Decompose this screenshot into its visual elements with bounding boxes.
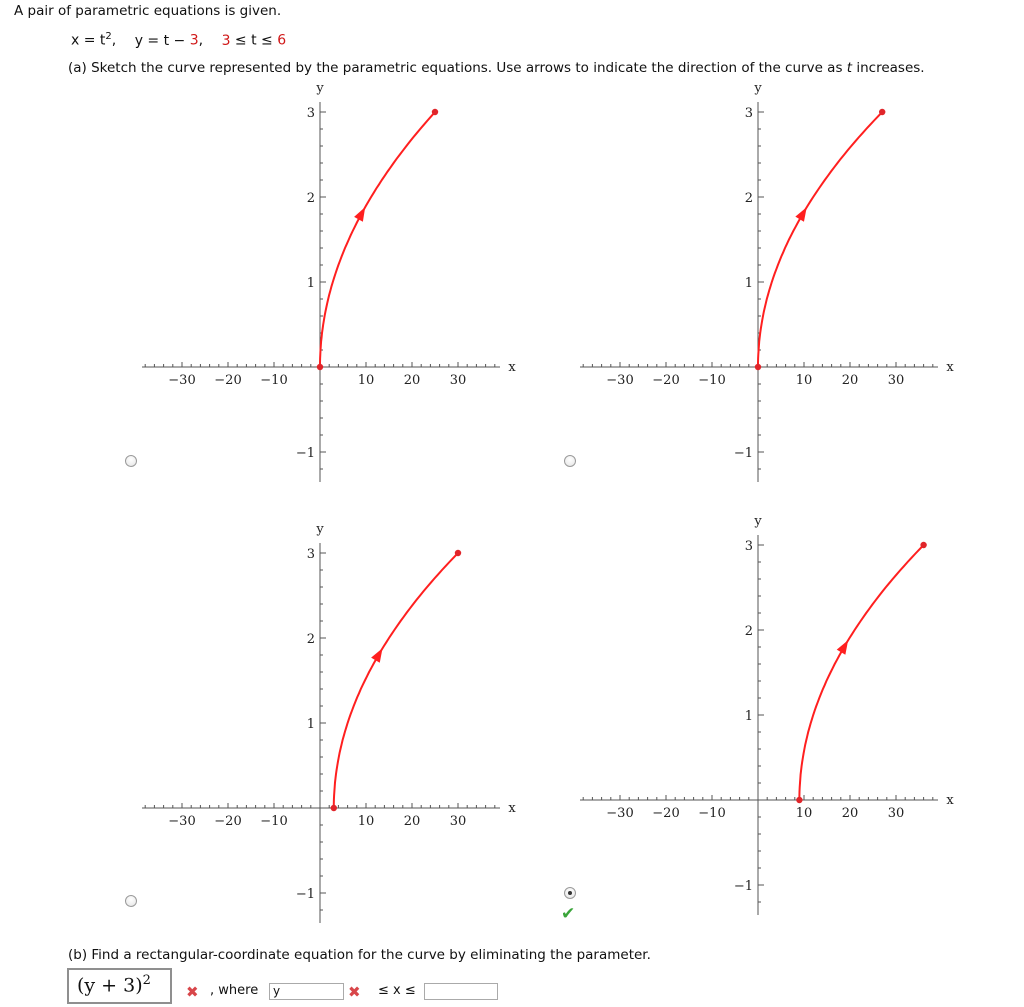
plot3-y-tick-label: −1 <box>295 887 315 902</box>
part-a-instructions <box>68 60 925 76</box>
plot4-direction-arrow <box>837 640 848 655</box>
plot1-start-point <box>317 364 323 370</box>
range-mid: ≤ t ≤ <box>230 32 278 49</box>
plot1-direction-arrow <box>354 207 365 222</box>
plot2-x-tick-label: −10 <box>698 373 726 388</box>
eq-y: y = t − <box>134 32 190 49</box>
plot2-start-point <box>755 364 761 370</box>
plot4-y-tick-label: 2 <box>744 624 753 639</box>
range-low: 3 <box>221 32 231 49</box>
plot4-y-tick-label: 1 <box>744 709 753 724</box>
wrong-mark-icon: ✖ <box>186 983 199 1001</box>
plot3-direction-arrow <box>371 648 382 663</box>
plot4-x-tick-label: 10 <box>795 806 813 821</box>
radio-option-1[interactable] <box>125 455 137 467</box>
correct-check-icon: ✔ <box>561 904 576 924</box>
answer-base: (y + 3) <box>77 974 143 997</box>
plot2-x-tick-label: 30 <box>887 373 905 388</box>
plot2-x-tick-label: −30 <box>606 373 634 388</box>
plot4-start-point <box>796 797 802 803</box>
eq-y-num: 3 <box>189 32 199 49</box>
plot2-curve <box>758 112 882 367</box>
plot2-x-axis-label: x <box>946 360 954 375</box>
plot1-y-tick-label: 1 <box>306 276 315 291</box>
parametric-equations <box>71 31 286 49</box>
plot1-x-tick-label: −30 <box>168 373 196 388</box>
plot1-x-axis-label: x <box>508 360 516 375</box>
plot2-y-tick-label: −1 <box>733 446 753 461</box>
plot1-y-tick-label: 2 <box>306 191 315 206</box>
plot2-x-tick-label: 20 <box>841 373 859 388</box>
plot4-y-tick-label: −1 <box>733 879 753 894</box>
eq-y-comma: , <box>198 32 204 49</box>
plot3-curve <box>334 553 458 808</box>
plot2-y-tick-label: 3 <box>744 106 753 121</box>
plot3-end-point <box>455 550 461 556</box>
plot1-curve <box>320 112 435 367</box>
plot4-x-tick-label: 30 <box>887 806 905 821</box>
plot3-x-tick-label: 10 <box>357 814 375 829</box>
plot3-x-axis-label: x <box>508 801 516 816</box>
plot2-x-tick-label: −20 <box>652 373 680 388</box>
part-a-suffix: increases. <box>852 60 925 76</box>
plot3-y-tick-label: 2 <box>306 632 315 647</box>
plot2-x-tick-label: 10 <box>795 373 813 388</box>
plot3-x-tick-label: 20 <box>403 814 421 829</box>
plot4-x-tick-label: 20 <box>841 806 859 821</box>
wrong-mark-lower-icon: ✖ <box>348 983 361 1001</box>
plot3-start-point <box>331 805 337 811</box>
plot1-x-tick-label: 10 <box>357 373 375 388</box>
intro-text: A pair of parametric equations is given. <box>14 3 282 19</box>
eq-x: x = t <box>71 32 106 49</box>
radio-option-2[interactable] <box>564 455 576 467</box>
plot2-direction-arrow <box>795 207 806 222</box>
plot4-x-axis-label: x <box>946 793 954 808</box>
plot1-y-tick-label: −1 <box>295 446 315 461</box>
plot4-y-tick-label: 3 <box>744 539 753 554</box>
plot1-x-tick-label: −10 <box>260 373 288 388</box>
part-a-var: t <box>846 60 853 76</box>
lower-bound-input[interactable]: y <box>269 983 344 1000</box>
plot3-x-tick-label: −30 <box>168 814 196 829</box>
plot2-y-tick-label: 1 <box>744 276 753 291</box>
plot4-x-tick-label: −30 <box>606 806 634 821</box>
part-b-prompt: (b) Find a rectangular-coordinate equation for the curve by eliminating the parameter. <box>68 947 651 963</box>
plot4-curve <box>799 545 923 800</box>
plot3-y-tick-label: 3 <box>306 547 315 562</box>
plot1-end-point <box>432 109 438 115</box>
plot4-x-tick-label: −20 <box>652 806 680 821</box>
plot1-x-tick-label: 30 <box>449 373 467 388</box>
plot1-y-axis-label: y <box>316 81 324 96</box>
plot2-y-axis-label: y <box>754 81 762 96</box>
inequality-label: ≤ x ≤ <box>378 983 416 998</box>
upper-bound-input[interactable] <box>424 983 498 1000</box>
plot4-x-tick-label: −10 <box>698 806 726 821</box>
range-high: 6 <box>277 32 287 49</box>
answer-exponent: 2 <box>142 973 151 988</box>
plot3-x-tick-label: −20 <box>214 814 242 829</box>
plot3-x-tick-label: −10 <box>260 814 288 829</box>
where-label: , where <box>210 983 259 998</box>
part-a-prefix: (a) Sketch the curve represented by the parametric equations. Use arrows to indicate the direction of the curve as <box>68 60 847 76</box>
plot3-x-tick-label: 30 <box>449 814 467 829</box>
eq-x-exponent: 2 <box>105 31 112 42</box>
plot2-end-point <box>879 109 885 115</box>
equation-answer-box[interactable] <box>67 968 172 1004</box>
radio-option-3[interactable] <box>125 895 137 907</box>
eq-x-comma: , <box>111 32 117 49</box>
plot4-y-axis-label: y <box>754 514 762 529</box>
plot3-y-axis-label: y <box>316 522 324 537</box>
plot1-y-tick-label: 3 <box>306 106 315 121</box>
plot1-x-tick-label: −20 <box>214 373 242 388</box>
plot2-y-tick-label: 2 <box>744 191 753 206</box>
plot1-x-tick-label: 20 <box>403 373 421 388</box>
radio-option-4[interactable] <box>564 887 576 899</box>
plot3-y-tick-label: 1 <box>306 717 315 732</box>
plot4-end-point <box>920 542 926 548</box>
